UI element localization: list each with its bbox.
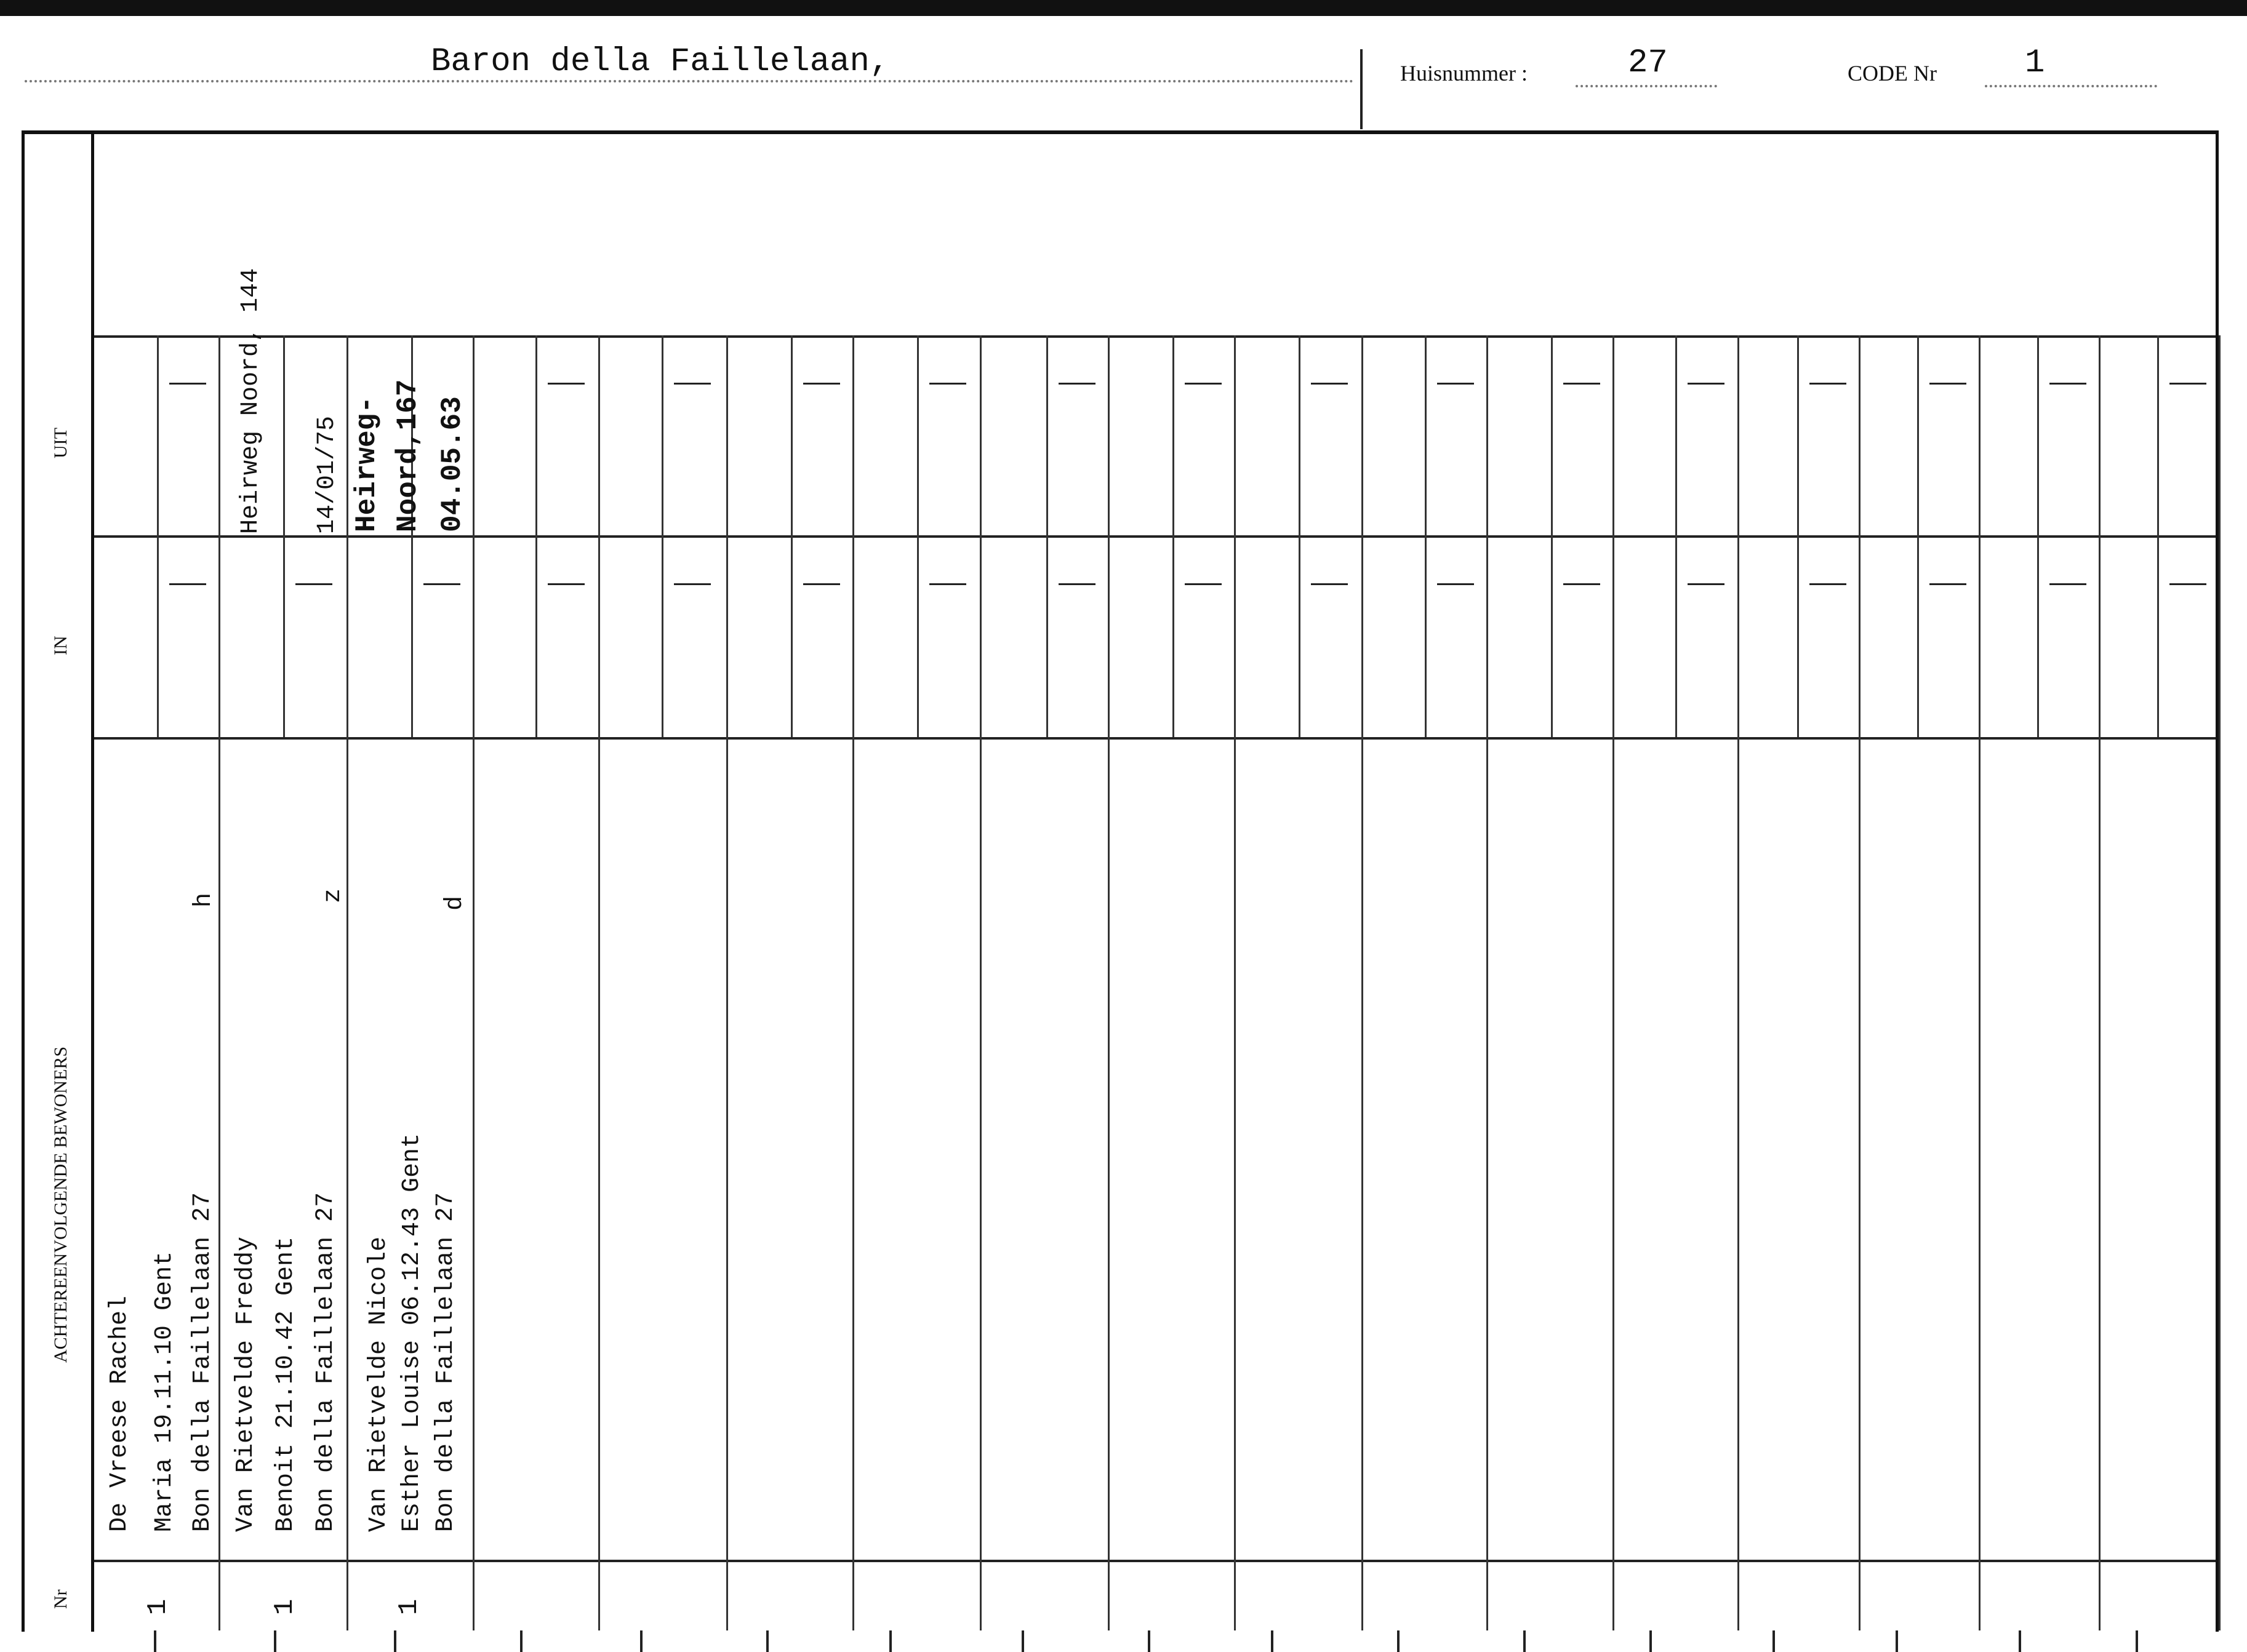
empty-entry-dash — [1563, 583, 1600, 585]
empty-entry-dash — [674, 383, 711, 385]
empty-entry-dash — [2049, 383, 2086, 385]
bottom-tick — [1148, 1630, 1150, 1652]
column-rule — [2099, 335, 2101, 1630]
empty-entry-dash — [1185, 583, 1222, 585]
bottom-tick — [1649, 1630, 1652, 1652]
sub-column-rule — [1046, 335, 1048, 737]
column-rule — [598, 335, 600, 1630]
column-rule — [980, 335, 982, 1630]
bottom-tick — [520, 1630, 523, 1652]
empty-entry-dash — [1688, 383, 1724, 385]
empty-entry-dash — [1059, 383, 1095, 385]
sub-column-rule — [157, 335, 159, 737]
sub-column-rule — [1917, 335, 1919, 737]
column-rule — [852, 335, 854, 1630]
empty-entry-dash — [1311, 583, 1348, 585]
empty-entry-dash — [929, 583, 966, 585]
empty-entry-dash — [1311, 383, 1348, 385]
row-rule — [92, 1560, 2216, 1562]
resident-1-line1: De Vreese Rachel — [106, 1295, 134, 1532]
resident-3-line1: Van Rietvelde Nicole — [365, 1236, 393, 1532]
bottom-tick — [766, 1630, 769, 1652]
empty-entry-dash — [1929, 383, 1966, 385]
code-value: 1 — [2025, 44, 2045, 82]
label-column-rule — [91, 130, 94, 1632]
moved-out-2-date: 14/01/75 — [313, 415, 341, 534]
empty-entry-dash — [2169, 383, 2206, 385]
scan-top-edge — [0, 0, 2247, 16]
sub-column-rule — [1675, 335, 1677, 737]
sub-column-rule — [2157, 335, 2159, 737]
resident-1-line3: Bon della Faillelaan 27 — [189, 1192, 217, 1532]
empty-entry-dash — [169, 383, 206, 385]
resident-2-line1: Van Rietvelde Freddy — [232, 1236, 260, 1532]
sub-column-rule — [791, 335, 793, 737]
bottom-tick — [1022, 1630, 1024, 1652]
bottom-tick — [640, 1630, 643, 1652]
column-rule — [1859, 335, 1860, 1630]
resident-3-code: d — [441, 895, 469, 911]
bottom-tick — [2019, 1630, 2021, 1652]
empty-entry-dash — [929, 383, 966, 385]
empty-entry-dash — [1809, 383, 1846, 385]
bottom-tick — [2136, 1630, 2138, 1652]
record-1-nr: 1 — [143, 1598, 174, 1615]
bottom-tick — [394, 1630, 396, 1652]
record-2-nr: 1 — [270, 1598, 300, 1615]
empty-entry-dash — [1929, 583, 1966, 585]
moved-out-3-street: Heirweg- — [351, 396, 383, 532]
house-number-dotted-line — [1576, 85, 1717, 87]
empty-entry-dash — [169, 583, 206, 585]
record-3-nr: 1 — [394, 1598, 425, 1615]
sub-column-rule — [1425, 335, 1427, 737]
resident-1-line2: Maria 19.11.10 Gent — [151, 1251, 178, 1532]
column-rule — [1486, 335, 1488, 1630]
resident-2-line3: Bon della Faillelaan 27 — [312, 1192, 340, 1532]
empty-entry-dash — [1437, 383, 1474, 385]
column-rule — [1612, 335, 1614, 1630]
bottom-tick — [274, 1630, 276, 1652]
sub-column-rule — [283, 335, 285, 737]
nr-row-label: Nr — [50, 1589, 71, 1609]
empty-entry-dash — [548, 383, 585, 385]
empty-entry-dash — [1809, 583, 1846, 585]
empty-entry-dash — [674, 583, 711, 585]
in-row-label: IN — [50, 636, 71, 655]
column-rule — [473, 335, 475, 1630]
uit-row-label: UIT — [50, 428, 71, 458]
bottom-tick — [1271, 1630, 1273, 1652]
column-rule — [1737, 335, 1739, 1630]
sub-column-rule — [2037, 335, 2039, 737]
column-rule — [1979, 335, 1981, 1630]
code-dotted-line — [1985, 85, 2157, 87]
resident-2-line2: Benoit 21.10.42 Gent — [272, 1236, 300, 1532]
empty-entry-dash — [803, 383, 840, 385]
sub-column-rule — [1172, 335, 1174, 737]
column-rule — [2219, 335, 2221, 1630]
column-rule — [1361, 335, 1363, 1630]
residents-row-label: ACHTEREENVOLGENDE BEWONERS — [50, 1046, 71, 1363]
street-dotted-line — [25, 80, 1354, 82]
column-rule — [726, 335, 728, 1630]
house-number-label: Huisnummer : — [1400, 61, 1528, 86]
empty-entry-dash — [803, 583, 840, 585]
sub-column-rule — [535, 335, 537, 737]
empty-entry-dash — [2169, 583, 2206, 585]
bottom-tick — [154, 1630, 156, 1652]
row-rule — [92, 737, 2216, 740]
house-number-value: 27 — [1628, 44, 1668, 82]
bottom-tick — [1397, 1630, 1400, 1652]
empty-entry-dash — [295, 583, 332, 585]
empty-entry-dash — [1059, 583, 1095, 585]
sub-column-rule — [917, 335, 919, 737]
resident-3-line3: Bon della Faillelaan 27 — [432, 1192, 460, 1532]
sub-column-rule — [662, 335, 663, 737]
header-separator — [1360, 49, 1363, 129]
empty-entry-dash — [1185, 383, 1222, 385]
sub-column-rule — [1299, 335, 1300, 737]
moved-out-3-date: 04.05.63 — [436, 396, 468, 532]
column-rule — [1234, 335, 1236, 1630]
resident-3-line2: Esther Louise 06.12.43 Gent — [398, 1133, 426, 1532]
bottom-tick — [889, 1630, 892, 1652]
street-name: Baron della Faillelaan, — [431, 43, 890, 81]
bottom-tick — [1523, 1630, 1526, 1652]
resident-1-code: h — [190, 892, 218, 908]
bottom-tick — [1896, 1630, 1898, 1652]
empty-entry-dash — [1563, 383, 1600, 385]
sub-column-rule — [1551, 335, 1553, 737]
column-rule — [346, 335, 348, 1630]
register-table — [22, 130, 2219, 1632]
empty-entry-dash — [548, 583, 585, 585]
column-rule — [1108, 335, 1110, 1630]
empty-entry-dash — [1688, 583, 1724, 585]
column-rule — [218, 335, 220, 1630]
moved-out-2-address: Heirweg Noord, 144 — [237, 268, 265, 534]
empty-entry-dash — [1437, 583, 1474, 585]
sub-column-rule — [1797, 335, 1799, 737]
empty-entry-dash — [2049, 583, 2086, 585]
resident-2-code: z — [319, 888, 347, 903]
code-label: CODE Nr — [1848, 61, 1937, 86]
moved-out-3-number: Noord,167 — [392, 379, 424, 532]
empty-entry-dash — [423, 583, 460, 585]
bottom-tick — [1772, 1630, 1775, 1652]
